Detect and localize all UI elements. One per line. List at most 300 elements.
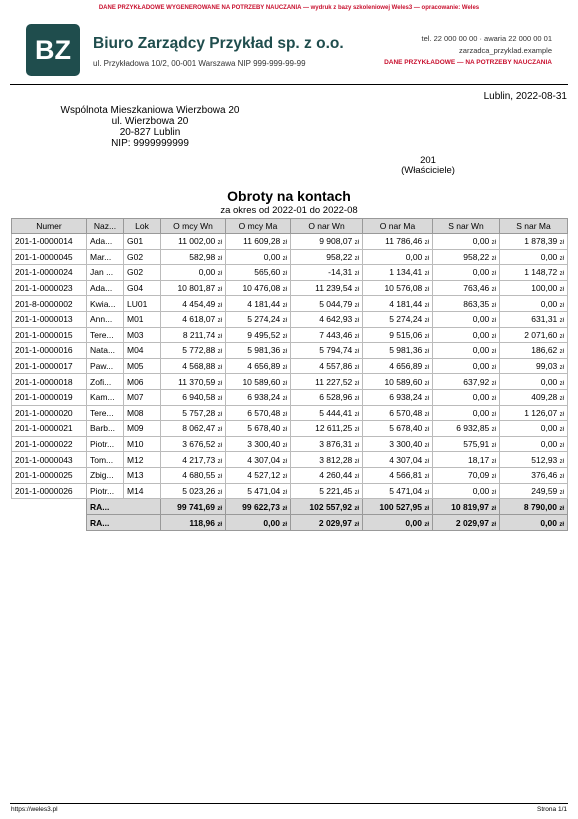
amount-value: 0,00 [472, 407, 490, 418]
table-row [12, 389, 568, 405]
table-row [12, 265, 568, 281]
name-cell: Zbig... [87, 467, 124, 483]
amount-cell [291, 499, 363, 515]
company-logo: BZ [26, 24, 80, 76]
amount-cell [226, 483, 291, 499]
amount-cell [433, 311, 500, 327]
column-header: S nar Ma [500, 219, 568, 234]
currency-unit: zł [217, 458, 222, 465]
amount-value: 10 819,97 [451, 501, 489, 512]
amount-value: 10 476,08 [242, 283, 281, 294]
amount-value: 8 790,00 [523, 501, 557, 512]
amount-cell [226, 358, 291, 374]
table-row [12, 358, 568, 374]
unit-cell: M03 [124, 327, 161, 343]
amount-cell [500, 452, 568, 468]
currency-unit: zł [354, 333, 359, 340]
amount-cell [363, 311, 433, 327]
amount-value: 12 611,25 [315, 423, 353, 434]
amount-value: 0,00 [540, 298, 558, 309]
amount-value: 7 443,46 [319, 329, 353, 340]
amount-cell [291, 405, 363, 421]
amount-value: 0,00 [472, 314, 490, 325]
amount-cell [500, 405, 568, 421]
amount-cell [291, 311, 363, 327]
amount-cell [161, 467, 226, 483]
amount-cell [161, 436, 226, 452]
currency-unit: zł [559, 271, 564, 278]
currency-unit: zł [559, 380, 564, 387]
amount-cell [291, 358, 363, 374]
currency-unit: zł [559, 474, 564, 481]
amount-cell [433, 234, 500, 250]
amount-value: 4 307,04 [389, 454, 423, 465]
amount-value: 3 876,31 [319, 439, 353, 450]
amount-cell [433, 265, 500, 281]
amount-cell [226, 311, 291, 327]
summary-spacer [12, 499, 87, 515]
summary-row [12, 515, 568, 531]
amount-value: 0,00 [540, 251, 558, 262]
amount-value: 8 062,47 [182, 423, 216, 434]
currency-unit: zł [354, 396, 359, 403]
summary-spacer [12, 515, 87, 531]
currency-unit: zł [354, 255, 359, 262]
amount-cell [226, 249, 291, 265]
amount-value: 0,00 [405, 517, 422, 528]
currency-unit: zł [559, 318, 564, 325]
unit-cell: M06 [124, 374, 161, 390]
table-row [12, 421, 568, 437]
amount-value: 6 528,96 [319, 392, 353, 403]
amount-cell [433, 467, 500, 483]
amount-cell [161, 389, 226, 405]
currency-unit: zł [559, 458, 564, 465]
currency-unit: zł [217, 427, 222, 434]
amount-cell [433, 483, 500, 499]
amount-value: 1 148,72 [524, 267, 558, 278]
amount-value: 99,03 [536, 361, 558, 372]
amount-value: 4 527,12 [247, 470, 281, 481]
currency-unit: zł [424, 318, 429, 325]
amount-cell [226, 467, 291, 483]
amount-value: 0,00 [405, 251, 423, 262]
amount-cell [226, 265, 291, 281]
amount-value: 6 938,24 [389, 392, 423, 403]
currency-unit: zł [282, 427, 287, 434]
table-header-row [12, 219, 568, 234]
amount-cell [363, 389, 433, 405]
currency-unit: zł [282, 333, 287, 340]
amount-cell [363, 358, 433, 374]
currency-unit: zł [491, 380, 496, 387]
recipient-nip: NIP: 9999999999 [111, 138, 189, 149]
amount-value: 249,59 [531, 485, 558, 496]
table-row [12, 467, 568, 483]
amount-cell [433, 405, 500, 421]
recipient-city: 20-827 Lublin [119, 127, 181, 138]
amount-value: 5 757,28 [182, 407, 216, 418]
currency-unit: zł [354, 271, 359, 278]
amount-value: 0,00 [472, 392, 490, 403]
currency-unit: zł [354, 240, 359, 247]
amount-cell [161, 311, 226, 327]
amount-value: 2 029,97 [455, 517, 489, 528]
account-number-cell: 201-1-0000021 [12, 421, 87, 437]
unit-cell: M05 [124, 358, 161, 374]
amount-value: 0,00 [263, 517, 280, 528]
amount-value: 0,00 [540, 423, 558, 434]
amount-cell [226, 296, 291, 312]
amount-value: 6 932,85 [456, 423, 490, 434]
name-cell: Ada... [87, 280, 124, 296]
account-number-cell: 201-8-0000002 [12, 296, 87, 312]
unit-cell: G04 [124, 280, 161, 296]
amount-cell [291, 280, 363, 296]
turnover-table [11, 218, 568, 531]
currency-unit: zł [559, 333, 564, 340]
amount-cell [500, 249, 568, 265]
table-body [12, 234, 568, 531]
name-cell: Barb... [87, 421, 124, 437]
currency-unit: zł [559, 287, 564, 294]
amount-cell [500, 421, 568, 437]
amount-cell [226, 421, 291, 437]
amount-cell [226, 374, 291, 390]
amount-cell [226, 389, 291, 405]
amount-value: 5 678,40 [247, 423, 281, 434]
amount-value: 0,00 [472, 236, 490, 247]
amount-cell [291, 436, 363, 452]
amount-cell [433, 327, 500, 343]
currency-unit: zł [217, 287, 222, 294]
amount-cell [363, 296, 433, 312]
amount-value: 4 181,44 [389, 298, 423, 309]
name-cell: Mar... [87, 249, 124, 265]
amount-cell [161, 483, 226, 499]
amount-cell [226, 280, 291, 296]
amount-cell [226, 515, 291, 531]
unit-cell: M12 [124, 452, 161, 468]
amount-cell [433, 436, 500, 452]
amount-value: 5 274,24 [389, 314, 423, 325]
currency-unit: zł [491, 287, 496, 294]
column-header: S nar Wn [433, 219, 500, 234]
column-header: Naz... [87, 219, 124, 234]
amount-cell [433, 249, 500, 265]
amount-value: 5 274,24 [247, 314, 281, 325]
amount-value: 4 307,04 [247, 454, 281, 465]
currency-unit: zł [282, 302, 287, 309]
unit-cell: M01 [124, 311, 161, 327]
currency-unit: zł [282, 489, 287, 496]
currency-unit: zł [559, 489, 564, 496]
amount-cell [433, 421, 500, 437]
amount-value: 3 676,52 [182, 439, 216, 450]
currency-unit: zł [424, 411, 429, 418]
currency-unit: zł [559, 411, 564, 418]
currency-unit: zł [559, 396, 564, 403]
amount-value: 0,00 [472, 361, 490, 372]
account-number-cell: 201-1-0000018 [12, 374, 87, 390]
currency-unit: zł [217, 365, 222, 372]
currency-unit: zł [559, 443, 564, 450]
amount-value: 5 678,40 [389, 423, 423, 434]
amount-value: 9 495,52 [247, 329, 281, 340]
currency-unit: zł [559, 255, 564, 262]
amount-value: 1 126,07 [524, 407, 558, 418]
footer-page-number: Strona 1/1 [537, 806, 567, 813]
currency-unit: zł [424, 365, 429, 372]
name-cell: Jan ... [87, 265, 124, 281]
column-header: Lok [124, 219, 161, 234]
account-number-cell: 201-1-0000023 [12, 280, 87, 296]
company-name: Biuro Zarządcy Przykład sp. z o.o. [93, 35, 344, 52]
currency-unit: zł [282, 396, 287, 403]
column-header: O nar Ma [363, 219, 433, 234]
currency-unit: zł [424, 489, 429, 496]
currency-unit: zł [217, 271, 222, 278]
amount-cell [291, 515, 363, 531]
amount-value: 6 570,48 [247, 407, 281, 418]
amount-cell [363, 483, 433, 499]
currency-unit: zł [491, 505, 496, 512]
currency-unit: zł [282, 474, 287, 481]
amount-cell [226, 343, 291, 359]
amount-value: 10 589,60 [384, 376, 423, 387]
currency-unit: zł [217, 443, 222, 450]
currency-unit: zł [491, 443, 496, 450]
owner-block [393, 156, 463, 176]
name-cell: Piotr... [87, 436, 124, 452]
amount-value: 102 557,92 [309, 501, 352, 512]
amount-value: 11 227,52 [315, 376, 353, 387]
amount-value: 11 370,59 [178, 376, 216, 387]
amount-cell [500, 358, 568, 374]
top-banner: DANE PRZYKŁADOWE WYGENEROWANE NA POTRZEBY NAUCZANIA — wydruk z bazy szkoleniowej Weles3 — opracowanie: Weles [98, 5, 480, 11]
account-number-cell: 201-1-0000026 [12, 483, 87, 499]
amount-cell [161, 374, 226, 390]
currency-unit: zł [354, 505, 359, 512]
amount-cell [500, 483, 568, 499]
currency-unit: zł [217, 411, 222, 418]
currency-unit: zł [491, 427, 496, 434]
amount-cell [433, 296, 500, 312]
amount-cell [433, 389, 500, 405]
unit-cell: M04 [124, 343, 161, 359]
currency-unit: zł [491, 411, 496, 418]
currency-unit: zł [282, 255, 287, 262]
currency-unit: zł [282, 318, 287, 325]
table-row [12, 280, 568, 296]
column-header: O mcy Ma [226, 219, 291, 234]
currency-unit: zł [282, 411, 287, 418]
unit-cell: G02 [124, 249, 161, 265]
amount-cell [363, 515, 433, 531]
amount-value: 5 981,36 [389, 345, 423, 356]
account-number-cell: 201-1-0000017 [12, 358, 87, 374]
amount-value: 10 589,60 [242, 376, 281, 387]
amount-value: 512,93 [531, 454, 558, 465]
table-row [12, 405, 568, 421]
table-row [12, 249, 568, 265]
table-row [12, 436, 568, 452]
account-number-cell: 201-1-0000020 [12, 405, 87, 421]
amount-cell [161, 249, 226, 265]
amount-value: 5 471,04 [247, 485, 281, 496]
name-cell: Tere... [87, 327, 124, 343]
unit-cell: M10 [124, 436, 161, 452]
currency-unit: zł [424, 521, 429, 528]
amount-value: 0,00 [198, 267, 216, 278]
amount-value: 10 576,08 [384, 283, 423, 294]
amount-value: 2 071,60 [524, 329, 558, 340]
amount-value: 0,00 [472, 267, 490, 278]
amount-value: 4 566,81 [389, 470, 423, 481]
amount-value: -14,31 [328, 267, 353, 278]
amount-value: 4 680,55 [182, 470, 216, 481]
amount-value: 0,00 [540, 439, 558, 450]
amount-cell [226, 499, 291, 515]
amount-value: 5 044,79 [319, 298, 353, 309]
amount-value: 0,00 [263, 251, 281, 262]
amount-value: 0,00 [472, 345, 490, 356]
recipient-street: ul. Wierzbowa 20 [111, 116, 189, 127]
footer-url: https://weles3.pl [11, 806, 58, 813]
currency-unit: zł [491, 489, 496, 496]
contact-email: zarzadca_przyklad.example [459, 46, 552, 55]
amount-value: 565,60 [254, 267, 281, 278]
amount-cell [500, 515, 568, 531]
currency-unit: zł [354, 349, 359, 356]
amount-value: 5 221,45 [319, 485, 353, 496]
amount-value: 3 812,28 [319, 454, 353, 465]
currency-unit: zł [282, 271, 287, 278]
owner-label: (Właściciele) [401, 165, 455, 176]
unit-cell: G01 [124, 234, 161, 250]
name-cell: Ann... [87, 311, 124, 327]
company-address: ul. Przykładowa 10/2, 00-001 Warszawa NIP 999-999-99-99 [93, 59, 306, 68]
amount-value: 0,00 [540, 376, 558, 387]
currency-unit: zł [217, 505, 222, 512]
currency-unit: zł [217, 333, 222, 340]
currency-unit: zł [559, 505, 564, 512]
amount-value: 631,31 [531, 314, 558, 325]
currency-unit: zł [424, 271, 429, 278]
amount-cell [433, 280, 500, 296]
amount-cell [363, 436, 433, 452]
currency-unit: zł [282, 380, 287, 387]
amount-value: 99 741,69 [177, 501, 215, 512]
currency-unit: zł [491, 521, 496, 528]
amount-value: 8 211,74 [182, 329, 216, 340]
amount-cell [161, 343, 226, 359]
name-cell: Tom... [87, 452, 124, 468]
amount-cell [291, 234, 363, 250]
amount-value: 582,98 [189, 251, 216, 262]
amount-value: 11 239,54 [315, 283, 353, 294]
amount-value: 4 217,73 [182, 454, 216, 465]
currency-unit: zł [424, 443, 429, 450]
currency-unit: zł [217, 380, 222, 387]
amount-value: 100,00 [531, 283, 558, 294]
name-cell: Zofi... [87, 374, 124, 390]
table-row [12, 452, 568, 468]
amount-cell [161, 515, 226, 531]
currency-unit: zł [282, 240, 287, 247]
account-number-cell: 201-1-0000024 [12, 265, 87, 281]
amount-value: 11 609,28 [243, 236, 281, 247]
account-number-cell: 201-1-0000019 [12, 389, 87, 405]
account-number-cell: 201-1-0000016 [12, 343, 87, 359]
currency-unit: zł [354, 521, 359, 528]
amount-value: 575,91 [463, 439, 490, 450]
amount-cell [291, 452, 363, 468]
amount-value: 4 656,89 [247, 361, 281, 372]
amount-cell [291, 467, 363, 483]
summary-row [12, 499, 568, 515]
unit-cell: M13 [124, 467, 161, 483]
currency-unit: zł [491, 333, 496, 340]
amount-cell [363, 467, 433, 483]
currency-unit: zł [559, 521, 564, 528]
amount-value: 70,09 [468, 470, 490, 481]
report-title: Obroty na kontach [227, 188, 351, 204]
amount-value: 958,22 [326, 251, 353, 262]
currency-unit: zł [424, 333, 429, 340]
amount-cell [363, 265, 433, 281]
table-row [12, 327, 568, 343]
amount-cell [500, 389, 568, 405]
amount-cell [291, 374, 363, 390]
currency-unit: zł [217, 489, 222, 496]
amount-value: 763,46 [463, 283, 490, 294]
amount-value: 409,28 [531, 392, 558, 403]
amount-cell [433, 499, 500, 515]
amount-value: 100 527,95 [379, 501, 422, 512]
amount-cell [161, 421, 226, 437]
currency-unit: zł [559, 349, 564, 356]
table-row [12, 483, 568, 499]
amount-cell [363, 405, 433, 421]
amount-cell [500, 374, 568, 390]
amount-value: 3 300,40 [247, 439, 281, 450]
amount-value: 5 471,04 [389, 485, 423, 496]
amount-cell [363, 499, 433, 515]
amount-value: 5 444,41 [319, 407, 353, 418]
currency-unit: zł [491, 458, 496, 465]
account-number-cell: 201-1-0000025 [12, 467, 87, 483]
amount-cell [226, 436, 291, 452]
amount-value: 11 786,46 [385, 236, 423, 247]
amount-value: 118,96 [189, 517, 215, 528]
currency-unit: zł [424, 240, 429, 247]
amount-value: 11 002,00 [178, 236, 216, 247]
currency-unit: zł [424, 349, 429, 356]
currency-unit: zł [491, 349, 496, 356]
currency-unit: zł [491, 302, 496, 309]
currency-unit: zł [491, 365, 496, 372]
amount-value: 99 622,73 [242, 501, 280, 512]
amount-value: 6 940,58 [182, 392, 216, 403]
currency-unit: zł [424, 458, 429, 465]
amount-cell [500, 280, 568, 296]
currency-unit: zł [217, 240, 222, 247]
name-cell: Kwia... [87, 296, 124, 312]
report-subtitle: za okres od 2022-01 do 2022-08 [220, 205, 358, 216]
amount-value: 5 772,88 [182, 345, 216, 356]
amount-value: 4 181,44 [247, 298, 281, 309]
